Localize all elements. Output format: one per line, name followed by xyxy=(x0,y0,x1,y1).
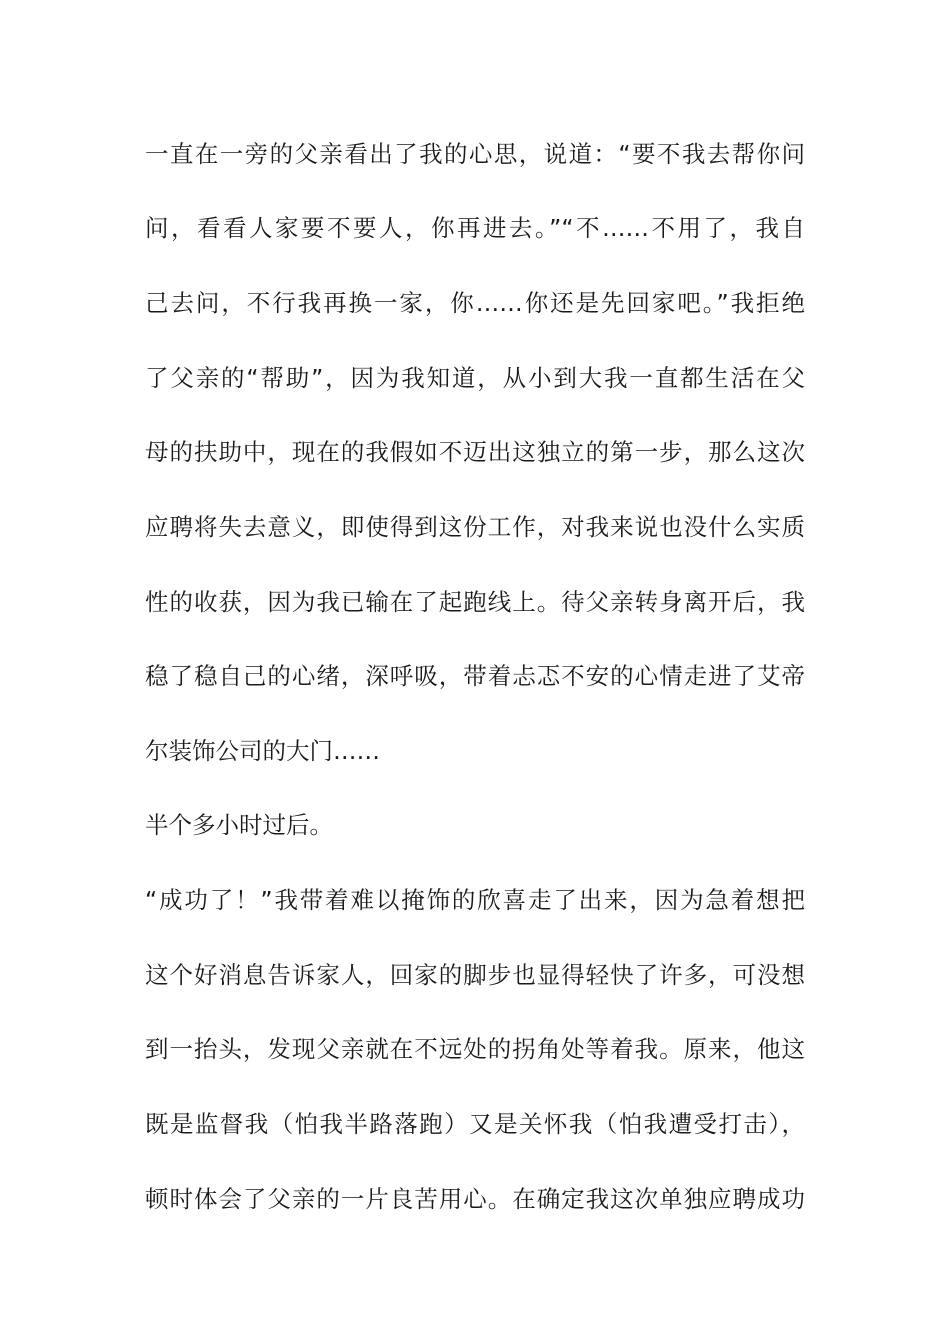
paragraph-line: 问，看看人家要不要人，你再进去。”“不……不用了，我自 xyxy=(145,214,805,242)
paragraph-line: 应聘将失去意义，即使得到这份工作，对我来说也没什么实质 xyxy=(145,513,805,541)
paragraph-line: 稳了稳自己的心绪，深呼吸，带着忐忑不安的心情走进了艾帝 xyxy=(145,662,805,690)
paragraph-line: 半个多小时过后。 xyxy=(145,811,333,839)
paragraph-line: 了父亲的“帮助”，因为我知道，从小到大我一直都生活在父 xyxy=(145,364,805,392)
paragraph-line: 尔装饰公司的大门…… xyxy=(145,737,380,765)
paragraph-line: 顿时体会了父亲的一片良苦用心。在确定我这次单独应聘成功 xyxy=(145,1185,805,1213)
paragraph-line: “成功了！”我带着难以掩饰的欣喜走了出来，因为急着想把 xyxy=(145,886,805,914)
paragraph-line: 既是监督我（怕我半路落跑）又是关怀我（怕我遭受打击）， xyxy=(145,1110,805,1138)
paragraph-line: 这个好消息告诉家人，回家的脚步也显得轻快了许多，可没想 xyxy=(145,961,805,989)
paragraph-line: 性的收获，因为我已输在了起跑线上。待父亲转身离开后，我 xyxy=(145,588,805,616)
paragraph-line: 母的扶助中，现在的我假如不迈出这独立的第一步，那么这次 xyxy=(145,438,805,466)
paragraph-line: 一直在一旁的父亲看出了我的心思，说道：“要不我去帮你问 xyxy=(145,140,805,168)
paragraph-line: 己去问，不行我再换一家，你……你还是先回家吧。”我拒绝 xyxy=(145,289,805,317)
paragraph-line: 到一抬头，发现父亲就在不远处的拐角处等着我。原来，他这 xyxy=(145,1035,805,1063)
